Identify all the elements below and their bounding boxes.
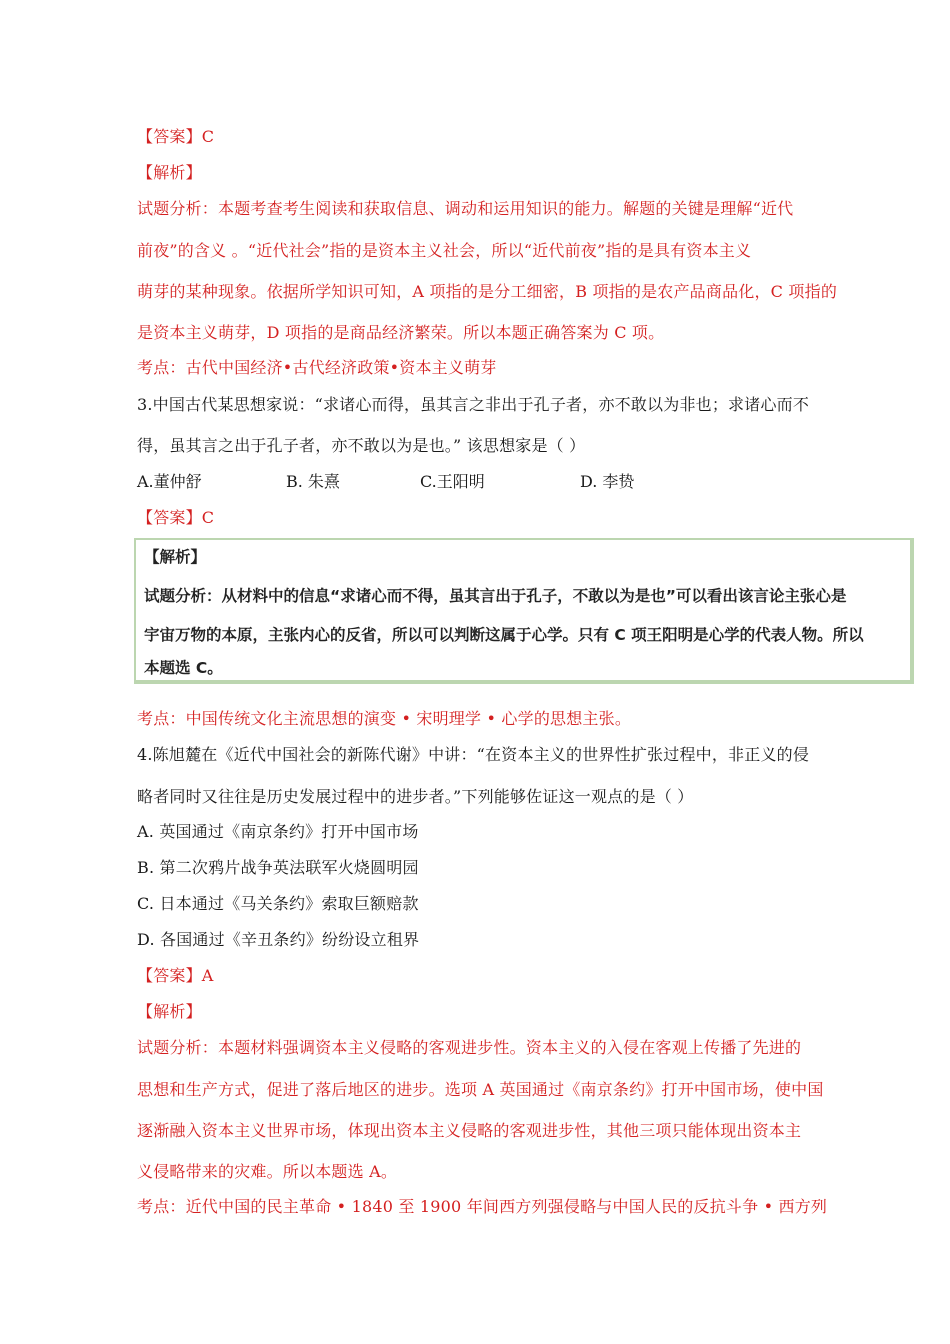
q4-analysis-line-3: 逐渐融入资本主义世界市场，体现出资本主义侵略的客观进步性，其他三项只能体现出资本主 [137, 1121, 802, 1140]
q3-kaodian: 考点：中国传统文化主流思想的演变 • 宋明理学 • 心学的思想主张。 [137, 709, 632, 728]
q2-analysis-line-4: 是资本主义萌芽，D 项指的是商品经济繁荣。所以本题正确答案为 C 项。 [137, 323, 665, 342]
q4-analysis-line-1: 试题分析：本题材料强调资本主义侵略的客观进步性。资本主义的入侵在客观上传播了先进的 [137, 1038, 802, 1057]
q4-analysis-header: 【解析】 [137, 1002, 202, 1021]
q3-option-a: A.董仲舒 [137, 472, 202, 491]
q4-option-c: C. 日本通过《马关条约》索取巨额赔款 [137, 894, 419, 913]
q4-analysis-line-4: 义侵略带来的灾难。所以本题选 A。 [137, 1162, 398, 1181]
q3-stem-line-1: 3.中国古代某思想家说：“求诸心而得，虽其言之非出于孔子者，亦不敢以为非也；求诸心而不 [137, 395, 810, 414]
q3-option-c: C.王阳明 [420, 472, 485, 491]
q3-option-d: D. 李贽 [580, 472, 635, 491]
q3-box-header: 【解析】 [144, 548, 207, 566]
q3-box-line-2: 宇宙万物的本原，主张内心的反省，所以可以判断这属于心学。只有 C 项王阳明是心学的代表人物。所以 [144, 626, 864, 644]
q4-kaodian: 考点：近代中国的民主革命 • 1840 至 1900 年间西方列强侵略与中国人民的反抗斗争 • 西方列 [137, 1197, 828, 1216]
q4-option-d: D. 各国通过《辛丑条约》纷纷设立租界 [137, 930, 420, 949]
q4-stem-line-1: 4.陈旭麓在《近代中国社会的新陈代谢》中讲：“在资本主义的世界性扩张过程中，非正义的侵 [137, 745, 810, 764]
q4-stem-line-2: 略者同时又往往是历史发展过程中的进步者。”下列能够佐证这一观点的是（ ） [137, 787, 694, 806]
q2-kaodian: 考点：古代中国经济•古代经济政策•资本主义萌芽 [137, 358, 497, 377]
q2-analysis-line-1: 试题分析：本题考查考生阅读和获取信息、调动和运用知识的能力。解题的关键是理解“近代 [137, 199, 794, 218]
q3-stem-line-2: 得，虽其言之出于孔子者，亦不敢以为是也。” 该思想家是（ ） [137, 436, 586, 455]
q4-option-b: B. 第二次鸦片战争英法联军火烧圆明园 [137, 858, 419, 877]
q3-answer: 【答案】C [137, 508, 215, 527]
q2-analysis-line-3: 萌芽的某种现象。依据所学知识可知，A 项指的是分工细密，B 项指的是农产品商品化，C 项指的 [137, 282, 838, 301]
q3-analysis-box [134, 538, 914, 684]
q3-box-line-3: 本题选 C。 [144, 659, 223, 677]
q2-answer: 【答案】C [137, 127, 215, 146]
q2-analysis-header: 【解析】 [137, 163, 202, 182]
q3-option-b: B. 朱熹 [286, 472, 340, 491]
q4-option-a: A. 英国通过《南京条约》打开中国市场 [137, 822, 419, 841]
q4-analysis-line-2: 思想和生产方式，促进了落后地区的进步。选项 A 英国通过《南京条约》打开中国市场，使中国 [137, 1080, 824, 1099]
q2-analysis-line-2: 前夜”的含义 。“近代社会”指的是资本主义社会，所以“近代前夜”指的是具有资本主义 [137, 241, 752, 260]
q3-box-line-1: 试题分析：从材料中的信息“求诸心而不得，虽其言出于孔子，不敢以为是也”可以看出该言论主张心是 [144, 587, 847, 605]
q4-answer: 【答案】A [137, 966, 214, 985]
